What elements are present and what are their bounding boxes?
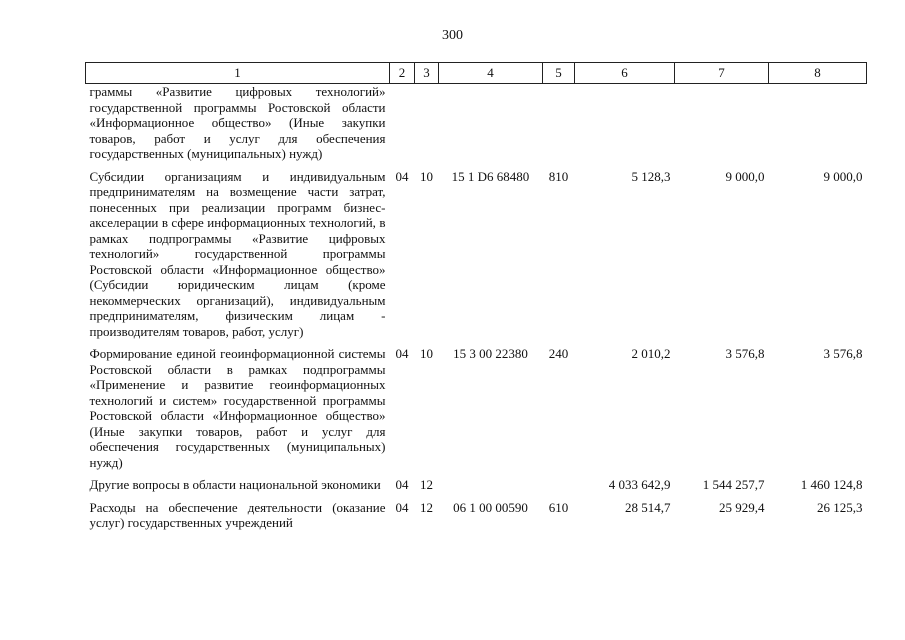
row-section: [390, 84, 415, 165]
table-row: [86, 84, 867, 165]
row-amount-col6: 28 514,7: [625, 499, 671, 515]
column-header: 3: [415, 63, 439, 84]
table-row: [86, 473, 867, 496]
row-amount-col6: 5 128,3: [631, 168, 671, 184]
column-header: 8: [769, 63, 867, 84]
row-target-code: 06 1 00 00590: [453, 499, 528, 515]
row-expense-type: [543, 84, 575, 165]
row-expense-type: 240: [548, 346, 569, 361]
column-header: 7: [675, 63, 769, 84]
column-header: 6: [575, 63, 675, 84]
row-subsection: 10: [420, 346, 433, 361]
row-amount-col8: [769, 84, 867, 165]
table-row: [86, 496, 867, 534]
row-amount-col7: [675, 84, 769, 165]
row-name: граммы «Развитие цифровых технологий» государственной программы Ростовской области «Информационное общество» (Иные закупки товаров, работ и услуг для обеспечения государственных (муниципальных) нужд): [89, 84, 386, 161]
row-section: 04: [395, 168, 409, 184]
table-row: [86, 342, 867, 473]
page-number: 300: [442, 28, 463, 43]
row-amount-col8: 3 576,8: [823, 346, 863, 361]
row-amount-col7: 3 576,8: [725, 346, 765, 361]
row-expense-type: 810: [548, 168, 569, 184]
column-header: 2: [390, 63, 415, 84]
row-amount-col6: 4 033 642,9: [608, 477, 671, 492]
row-section: 04: [395, 499, 409, 515]
column-header: 4: [439, 63, 543, 84]
row-expense-type: [543, 473, 575, 496]
row-subsection: 12: [420, 477, 433, 492]
row-amount-col8: 9 000,0: [823, 168, 863, 184]
row-subsection: [415, 84, 439, 165]
row-name: Расходы на обеспечение деятельности (оказание услуг) государственных учреждений: [89, 499, 386, 530]
row-expense-type: 610: [548, 499, 569, 515]
row-target-code: 15 1 D6 68480: [451, 168, 530, 184]
row-name: Субсидии организациям и индивидуальным предпринимателям на возмещение части затрат, понесенных при реализации программ бизнес-акселерации в сфере информационных технологий, в рамках подпрограммы «Развитие цифровых технологий» государственной программы Ростовской области «Информационное общество» (Субсидии юридическим лицам (кроме некоммерческих организаций), индивидуальным предпринимателям, физическим лицам - производителям товаров, работ, услуг): [89, 168, 386, 339]
row-amount-col8: 26 125,3: [817, 499, 863, 515]
row-name: Другие вопросы в области национальной экономики: [89, 477, 381, 492]
row-target-code: [439, 473, 543, 496]
row-amount-col7: 1 544 257,7: [702, 477, 765, 492]
row-amount-col6: 2 010,2: [631, 346, 671, 361]
row-target-code: [439, 84, 543, 165]
row-amount-col7: 25 929,4: [719, 499, 765, 515]
column-header: 5: [543, 63, 575, 84]
row-section: 04: [395, 346, 409, 361]
row-name: Формирование единой геоинформационной системы Ростовской области в рамках подпрограммы «Применение и развитие геоинформационных технологий и систем» государственной программы Ростовской области «Информационное общество» (Иные закупки товаров, работ и услуг для обеспечения государственных (муниципальных) нужд): [89, 346, 386, 470]
budget-table: [85, 62, 867, 534]
row-subsection: 12: [420, 499, 433, 515]
row-subsection: 10: [420, 168, 433, 184]
table-header-row: [86, 63, 867, 84]
row-amount-col7: 9 000,0: [725, 168, 765, 184]
row-section: 04: [395, 477, 409, 492]
row-target-code: 15 3 00 22380: [453, 346, 528, 361]
row-amount-col6: [575, 84, 675, 165]
table-row: [86, 165, 867, 343]
row-amount-col8: 1 460 124,8: [800, 477, 863, 492]
column-header: 1: [86, 63, 390, 84]
